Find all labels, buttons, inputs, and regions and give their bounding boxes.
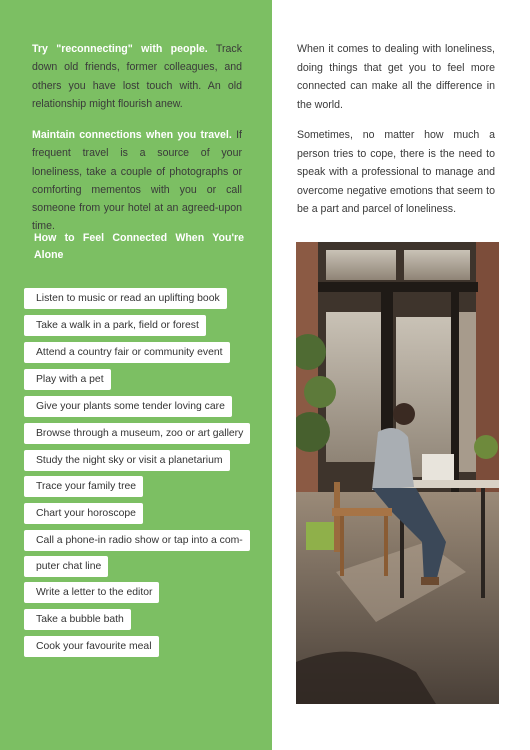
activity-item: Take a walk in a park, field or forest — [24, 315, 206, 336]
reconnect-lead: Try "reconnecting" with people. — [32, 43, 208, 55]
activity-item: Attend a country fair or community event — [24, 342, 230, 363]
reconnect-paragraph — [32, 40, 242, 113]
activity-item: Give your plants some tender loving care — [24, 396, 232, 417]
activity-item: Cook your favourite meal — [24, 636, 159, 657]
cafe-photo-illustration — [296, 242, 499, 704]
activity-item: Play with a pet — [24, 369, 111, 390]
reconnect-body: Track down old friends, former colleagues, and others you have lost touch with. An old relationship might flourish anew. — [32, 43, 243, 110]
activity-item: puter chat line — [24, 556, 108, 577]
travel-body: If frequent travel is a source of your loneliness, take a couple of photographs or comforting mementos with you or call someone from your hotel at an agreed-upon time. — [32, 129, 242, 233]
activity-item: Trace your family tree — [24, 476, 143, 497]
travel-paragraph — [32, 126, 242, 236]
activity-item: Study the night sky or visit a planetarium — [24, 450, 230, 471]
section-heading: How to Feel Connected When You're Alone — [34, 232, 244, 261]
activity-item: Browse through a museum, zoo or art gallery — [24, 423, 250, 444]
activity-item: Write a letter to the editor — [24, 582, 159, 603]
right-paragraph-1: When it comes to dealing with loneliness, doing things that get you to feel more connected can make all the difference in the world. — [297, 43, 495, 111]
activity-item: Listen to music or read an uplifting book — [24, 288, 227, 309]
activity-item: Call a phone-in radio show or tap into a com- — [24, 530, 250, 551]
cafe-photo — [296, 242, 499, 704]
activity-item: Chart your horoscope — [24, 503, 143, 524]
activity-item: Take a bubble bath — [24, 609, 131, 630]
right-paragraph-2: Sometimes, no matter how much a person tries to cope, there is the need to speak with a professional to manage and overcome negative emotions that seem to be a part and parcel of loneliness. — [297, 129, 495, 215]
travel-lead: Maintain connections when you travel. — [32, 129, 232, 141]
